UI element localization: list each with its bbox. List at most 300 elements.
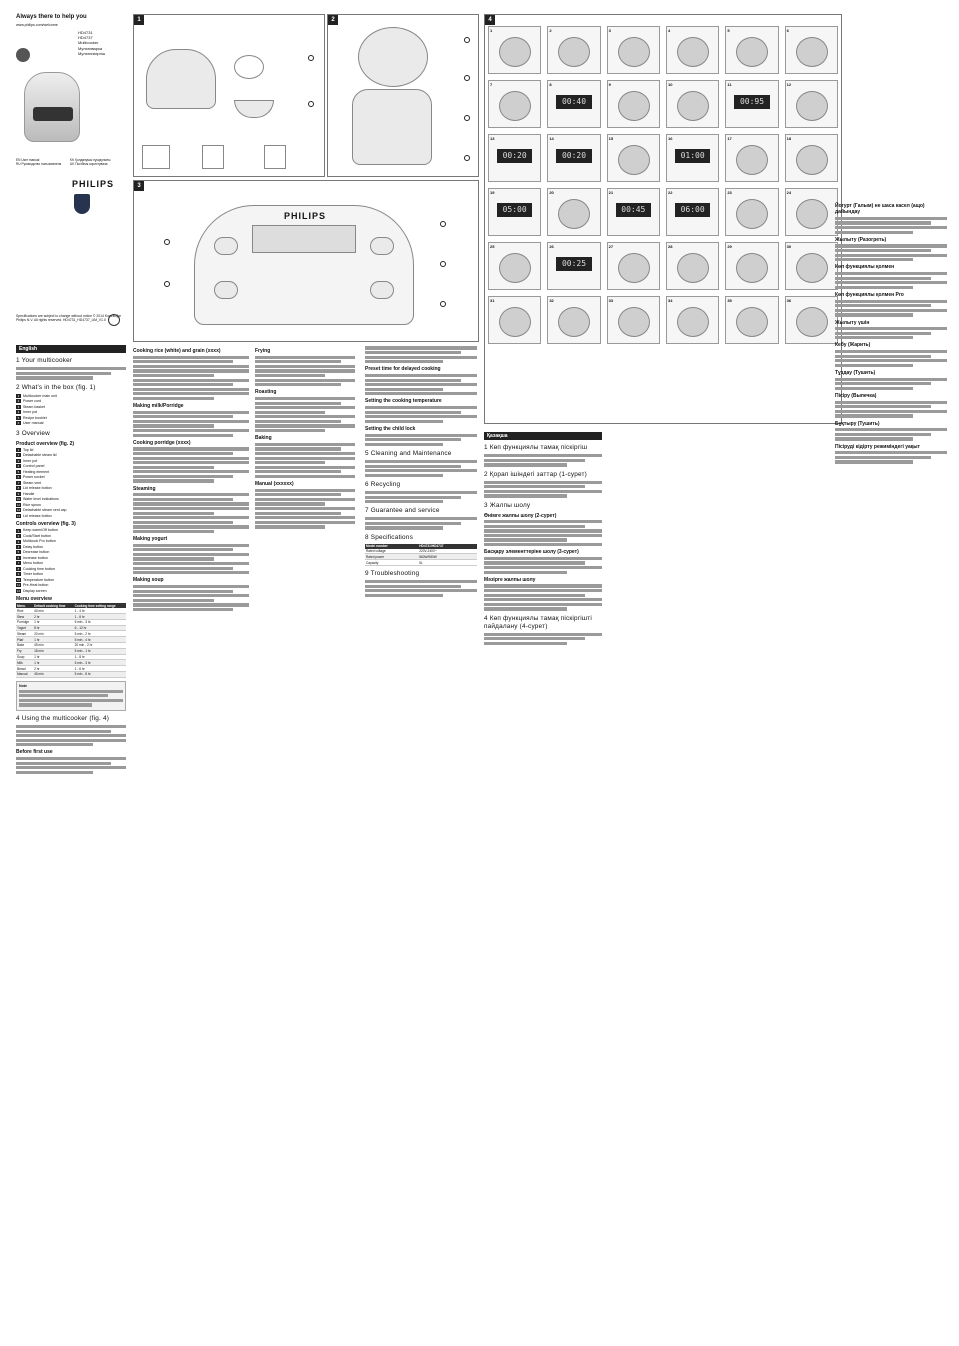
step-number: 31 (490, 298, 495, 303)
subsection-heading: Preset time for delayed cooking (365, 366, 441, 373)
step-panel (607, 134, 660, 182)
item-number: 2 (17, 534, 20, 539)
lcd-readout: 01:00 (675, 149, 710, 163)
item-number: 9 (17, 572, 20, 577)
section-heading: 4 Using the multicooker (fig. 4) (16, 714, 110, 722)
step-number: 32 (549, 298, 554, 303)
step-number: 14 (549, 136, 554, 141)
table-cell: 5 min - 2 hr (74, 631, 126, 637)
step-panel (547, 134, 600, 182)
step-number: 10 (667, 82, 673, 87)
subsection-heading: Before first use (16, 749, 53, 756)
product-item-label: Lid release button (23, 486, 52, 491)
table-cell: Capacity (365, 560, 418, 566)
step-panel (607, 296, 660, 344)
step-number: 11 (727, 82, 732, 87)
step-number: 6 (786, 28, 789, 33)
table-cell: 1 hr (33, 660, 74, 666)
item-number: 3 (17, 539, 20, 544)
language-bar: Қазақша (484, 432, 602, 440)
subsection-heading: Controls overview (fig. 3) (16, 521, 76, 528)
figure-number: 4 (485, 15, 495, 25)
step-panel (488, 134, 541, 182)
control-item-row (16, 572, 126, 576)
callout-marker (308, 101, 314, 107)
table-cell: Rated power (365, 554, 418, 560)
product-item-row (16, 481, 126, 485)
figure-1 (133, 14, 325, 177)
section-heading: 1 Көп функциялы тамақ піскіргіш (484, 444, 588, 452)
item-number: 8 (17, 486, 20, 491)
recycle-icon (108, 314, 120, 326)
english-column-1 (16, 345, 126, 1335)
menu-table (16, 603, 126, 677)
product-item-label: Handle (23, 491, 35, 496)
lcd-readout: 00:95 (734, 95, 769, 109)
table-cell: Manual (16, 671, 33, 677)
table-cell: 5 min - 3 hr (74, 660, 126, 666)
subsection-heading: Setting the child lock (365, 426, 416, 433)
control-item-row (16, 556, 126, 560)
product-item-row (16, 503, 126, 507)
lid-drawing (358, 27, 428, 87)
item-number: 7 (17, 561, 20, 566)
control-item-label: Cooking time button (23, 566, 55, 571)
control-item-label: Display screen (23, 588, 47, 593)
language-bar: English (16, 345, 126, 353)
product-item-row (16, 459, 126, 463)
item-number: 5 (17, 550, 20, 555)
step-panel (488, 26, 541, 74)
step-number: 36 (786, 298, 792, 303)
language-list (16, 158, 128, 166)
step-number: 26 (549, 244, 554, 249)
table-cell: Rated voltage (365, 549, 418, 554)
step-number: 23 (727, 190, 732, 195)
product-item-row (16, 453, 126, 457)
item-number: 4 (17, 410, 20, 415)
step-panel (488, 80, 541, 128)
menu-button (214, 237, 238, 255)
step-panel (785, 80, 838, 128)
subsection-heading: Йогурт (Галым) не шаса касел (ащо) дайындау (835, 203, 925, 216)
callout-marker (464, 115, 470, 121)
item-number: 3 (17, 404, 20, 409)
subsection-heading: Пісіру (Выпечка) (835, 393, 877, 400)
step-panel (785, 188, 838, 236)
product-item-row (16, 492, 126, 496)
control-item-label: Keep warm/Off button (23, 528, 58, 533)
lcd-readout: 00:20 (556, 149, 591, 163)
product-item-row (16, 448, 126, 452)
callout-marker (440, 221, 446, 227)
subsection-heading: Roasting (255, 389, 277, 396)
table-cell: 1 - 8 hr (74, 614, 126, 620)
inner-pot-drawing (234, 100, 274, 118)
table-cell: Bread (16, 666, 33, 672)
lcd-readout: 00:40 (556, 95, 591, 109)
product-name: Multicooker (78, 40, 99, 46)
power-cord-drawing (234, 55, 264, 79)
step-number: 27 (608, 244, 614, 249)
step-panel (725, 26, 778, 74)
callout-marker (440, 301, 446, 307)
step-panel (607, 26, 660, 74)
product-item-row (16, 470, 126, 474)
control-item-row (16, 534, 126, 538)
product-name: Мультипісіргіш (78, 50, 106, 56)
item-number: 1 (17, 393, 20, 398)
item-number: 4 (17, 464, 20, 469)
table-cell: Fry (16, 648, 33, 654)
figure-2 (327, 14, 479, 177)
lcd-readout: 06:00 (675, 203, 710, 217)
item-number: 10 (16, 577, 21, 582)
step-panel (488, 242, 541, 290)
subsection-heading: Product overview (fig. 2) (16, 440, 75, 447)
display-screen (252, 225, 356, 253)
table-cell: 5 min - 3 hr (74, 619, 126, 625)
step-panel (725, 296, 778, 344)
box-item-label: Inner pot (23, 410, 38, 415)
box-item-label: Steam basket (23, 404, 45, 409)
table-cell: 5 min - 8 hr (74, 671, 126, 677)
cook-start-button (370, 237, 394, 255)
subsection-heading: Setting the cooking temperature (365, 398, 442, 405)
table-cell: 18 min (33, 648, 74, 654)
subsection-heading: Пісіруді кідірту режиміндегі уақыт (835, 443, 920, 450)
step-panel (725, 188, 778, 236)
product-item-row (16, 514, 126, 518)
table-cell: 20 min - 2 hr (74, 643, 126, 649)
product-item-label: Detachable steam lid (23, 453, 57, 458)
figure-number: 3 (134, 181, 144, 191)
product-item-label: Control panel (23, 464, 45, 469)
step-panel (785, 242, 838, 290)
callout-marker (464, 37, 470, 43)
box-item-list (16, 394, 126, 426)
manual-drawing (142, 145, 170, 169)
cooker-drawing (352, 89, 432, 165)
table-cell: Soup (16, 654, 33, 660)
table-cell: 5L (418, 560, 477, 566)
step-panel (607, 242, 660, 290)
product-item-row (16, 486, 126, 490)
step-number: 33 (608, 298, 614, 303)
section-heading: 2 Қорап ішіндегі заттар (1-сурет) (484, 470, 587, 478)
booklet-drawing (264, 145, 286, 169)
box-item-label: User manual (23, 421, 44, 426)
table-header: Model number (365, 544, 418, 549)
step-panel-grid (488, 26, 838, 344)
step-panel (488, 296, 541, 344)
control-item-list (16, 528, 126, 593)
control-item-label: Cook/Start button (23, 533, 51, 538)
table-cell: 6 - 12 hr (74, 625, 126, 631)
item-number: 6 (17, 475, 20, 480)
step-number: 2 (549, 28, 552, 33)
table-row (365, 560, 477, 566)
globe-icon (16, 48, 30, 62)
subsection-heading: Manual (xxxxxx) (255, 481, 294, 488)
subsection-heading: Making milk/Porridge (133, 403, 184, 410)
step-number: 30 (786, 244, 792, 249)
product-item-row (16, 464, 126, 468)
table-cell: 1 - 6 hr (74, 666, 126, 672)
step-number: 22 (667, 190, 673, 195)
item-number: 4 (17, 544, 20, 549)
section-heading: 4 Көп функциялы тамақ піскіргішті пайдалану (4-сурет) (484, 614, 592, 630)
table-cell: 5 min - 4 hr (74, 637, 126, 643)
table-cell: 8 hr (33, 625, 74, 631)
step-panel (547, 188, 600, 236)
step-panel (785, 296, 838, 344)
table-cell: Milk (16, 660, 33, 666)
note-box (16, 681, 126, 711)
subsection-heading: Жылыту (Разогреть) (835, 236, 887, 243)
table-cell: 1 hr (33, 619, 74, 625)
control-item-label: Decrease button (23, 550, 50, 555)
section-heading: 5 Cleaning and Maintenance (365, 450, 452, 457)
box-item-label: Multicooker main unit (23, 393, 57, 398)
section-heading: 3 Жалпы шолу (484, 501, 531, 509)
kazakh-column (484, 432, 602, 1332)
box-item-label: Recipe booklet (23, 415, 47, 420)
item-number: 1 (17, 447, 20, 452)
box-item-row (16, 410, 126, 414)
product-item-label: Power socket (23, 475, 45, 480)
step-panel (785, 134, 838, 182)
cover (16, 14, 126, 344)
table-cell: 20 min (33, 631, 74, 637)
lcd-readout: 00:45 (616, 203, 651, 217)
step-number: 29 (727, 244, 732, 249)
item-number: 5 (17, 415, 20, 420)
item-number: 9 (17, 491, 20, 496)
callout-marker (308, 55, 314, 61)
control-item-row (16, 583, 126, 587)
subsection-heading: Frying (255, 348, 271, 354)
control-item-label: Increase button (23, 555, 48, 560)
table-cell: Rice (16, 608, 33, 613)
step-number: 5 (727, 28, 730, 33)
website-url: www.philips.com/welcome (16, 22, 58, 27)
control-item-label: Multicook Pro button (23, 539, 56, 544)
product-item-label: Rice spoon (23, 502, 41, 507)
table-header: Cooking time setting range (74, 603, 126, 608)
table-cell: Bake (16, 643, 33, 649)
control-item-row (16, 578, 126, 582)
language-entry: KK Қолданушы нұсқаулығы (69, 158, 111, 162)
subsection-heading: Baking (255, 435, 272, 442)
product-item-label: Inner pot (23, 458, 38, 463)
callout-marker (164, 281, 170, 287)
subsection-heading: Көп функциялы қолмен Pro (835, 291, 904, 298)
box-item-row (16, 416, 126, 420)
figure-number: 1 (134, 15, 144, 25)
cooker-drawing (146, 49, 216, 109)
control-item-label: Menu button (23, 561, 43, 566)
table-cell: 220V-240V~ (418, 549, 477, 554)
model-number: HD4737 (78, 35, 93, 41)
table-cell: 1 hr (33, 637, 74, 643)
step-number: 34 (667, 298, 673, 303)
step-number: 7 (490, 82, 493, 87)
item-number: 12 (16, 508, 21, 513)
step-number: 24 (786, 190, 792, 195)
table-cell: Stew (16, 614, 33, 620)
box-item-row (16, 405, 126, 409)
subsection-heading: Жылыту үшін (835, 319, 870, 326)
step-number: 4 (667, 28, 671, 33)
step-panel (547, 242, 600, 290)
callout-marker (464, 75, 470, 81)
english-column-4 (365, 345, 477, 1335)
step-panel (666, 296, 719, 344)
table-cell: 5 min - 1 hr (74, 648, 126, 654)
lcd-readout: 05:00 (497, 203, 532, 217)
subsection-heading: Cooking rice (white) and grain (xxxx) (133, 348, 221, 354)
item-number: 11 (16, 583, 21, 588)
section-heading: 2 What's in the box (fig. 1) (16, 383, 96, 391)
section-heading: 8 Specifications (365, 533, 413, 541)
step-number: 3 (608, 28, 611, 33)
step-number: 9 (608, 82, 611, 87)
subsection-heading: Menu overview (16, 596, 52, 603)
tagline: Always there to help you (16, 14, 87, 20)
subsection-heading: Кебу (Жарить) (835, 342, 871, 349)
table-header: HD4731/HD4737 (418, 544, 477, 549)
control-item-row (16, 550, 126, 554)
subsection-heading: Тұздау (Тушить) (835, 370, 876, 377)
product-item-label: Detachable steam vent cap (23, 508, 67, 513)
control-item-row (16, 567, 126, 571)
step-number: 19 (490, 190, 495, 195)
item-number: 7 (17, 480, 20, 485)
figure-number: 2 (328, 15, 338, 25)
step-panel (488, 188, 541, 236)
table-cell: Porridge (16, 619, 33, 625)
step-number: 21 (608, 190, 614, 195)
table-cell: Steam (16, 631, 33, 637)
step-number: 16 (667, 136, 673, 141)
right-column (835, 200, 947, 1330)
step-number: 12 (786, 82, 792, 87)
step-panel (725, 134, 778, 182)
step-panel (666, 26, 719, 74)
figure-3 (133, 180, 479, 342)
lcd-readout: 00:20 (497, 149, 532, 163)
product-item-row (16, 497, 126, 501)
step-number: 17 (727, 136, 732, 141)
step-panel (725, 242, 778, 290)
item-number: 2 (17, 399, 20, 404)
control-item-row (16, 589, 126, 593)
step-panel (547, 80, 600, 128)
product-item-row (16, 475, 126, 479)
item-number: 6 (17, 421, 20, 426)
subsection-heading: Мәзірге жалпы шолу (484, 576, 536, 583)
item-number: 1 (17, 528, 20, 533)
spec-table (365, 544, 477, 566)
step-panel (785, 26, 838, 74)
control-item-row (16, 561, 126, 565)
table-cell: Yogurt (16, 625, 33, 631)
section-heading: 6 Recycling (365, 480, 401, 488)
english-column-3 (255, 345, 355, 1335)
step-number: 18 (786, 136, 792, 141)
table-cell: 2 hr (33, 666, 74, 672)
step-number: 1 (490, 28, 493, 33)
table-cell: 2 hr (33, 614, 74, 620)
table-row (16, 671, 126, 677)
section-heading: 3 Overview (16, 429, 50, 437)
table-header: Menu (16, 603, 33, 608)
model-number: HD4731 (78, 30, 93, 35)
control-item-row (16, 539, 126, 543)
multicooker-photo (24, 72, 80, 142)
step-panel (607, 80, 660, 128)
box-item-row (16, 394, 126, 398)
step-number: 8 (549, 82, 552, 87)
callout-marker (464, 155, 470, 161)
keep-warm-button (214, 281, 238, 299)
box-item-label: Power cord (23, 399, 42, 404)
control-item-label: Pre-Heat button (23, 583, 49, 588)
item-number: 12 (16, 588, 21, 593)
item-number: 10 (16, 497, 21, 502)
subsection-heading: Steaming (133, 485, 156, 492)
subsection-heading: Cooking porridge (xxxx) (133, 439, 191, 446)
panel-brand: PHILIPS (284, 211, 327, 221)
product-item-label: Top lid (23, 447, 34, 452)
callout-marker (440, 261, 446, 267)
step-panel (607, 188, 660, 236)
callout-marker (164, 239, 170, 245)
step-panel (725, 80, 778, 128)
step-panel (547, 296, 600, 344)
item-number: 6 (17, 555, 20, 560)
step-number: 20 (549, 190, 554, 195)
delay-button (370, 281, 394, 299)
table-cell: 1 hr (33, 654, 74, 660)
product-item-list (16, 448, 126, 518)
subsection-heading: Бұқтыру (Тушить) (835, 420, 880, 427)
control-item-row (16, 528, 126, 532)
lcd-readout: 00:25 (556, 257, 591, 271)
product-item-label: Water level indications (23, 497, 59, 502)
section-heading: 1 Your multicooker (16, 357, 73, 365)
product-item-label: Steam vent (23, 480, 42, 485)
item-number: 5 (17, 469, 20, 474)
step-number: 15 (608, 136, 614, 141)
product-item-label: Lid release button (23, 513, 52, 518)
subsection-heading: Басқару элементтеріне шолу (3-сурет) (484, 549, 579, 556)
item-number: 13 (16, 513, 21, 518)
item-number: 3 (17, 458, 20, 463)
subsection-heading: Өнімге жалпы шолу (2-сурет) (484, 512, 557, 519)
table-cell: 1 - 8 hr (74, 654, 126, 660)
item-number: 11 (16, 502, 21, 507)
step-number: 13 (490, 136, 495, 141)
control-item-row (16, 545, 126, 549)
product-item-label: Heating element (23, 469, 50, 474)
language-entry: EN User manual (16, 158, 40, 162)
table-cell: 860W/980W (418, 554, 477, 560)
step-number: 25 (490, 244, 495, 249)
shield-icon (74, 194, 90, 214)
model-list (78, 30, 105, 56)
